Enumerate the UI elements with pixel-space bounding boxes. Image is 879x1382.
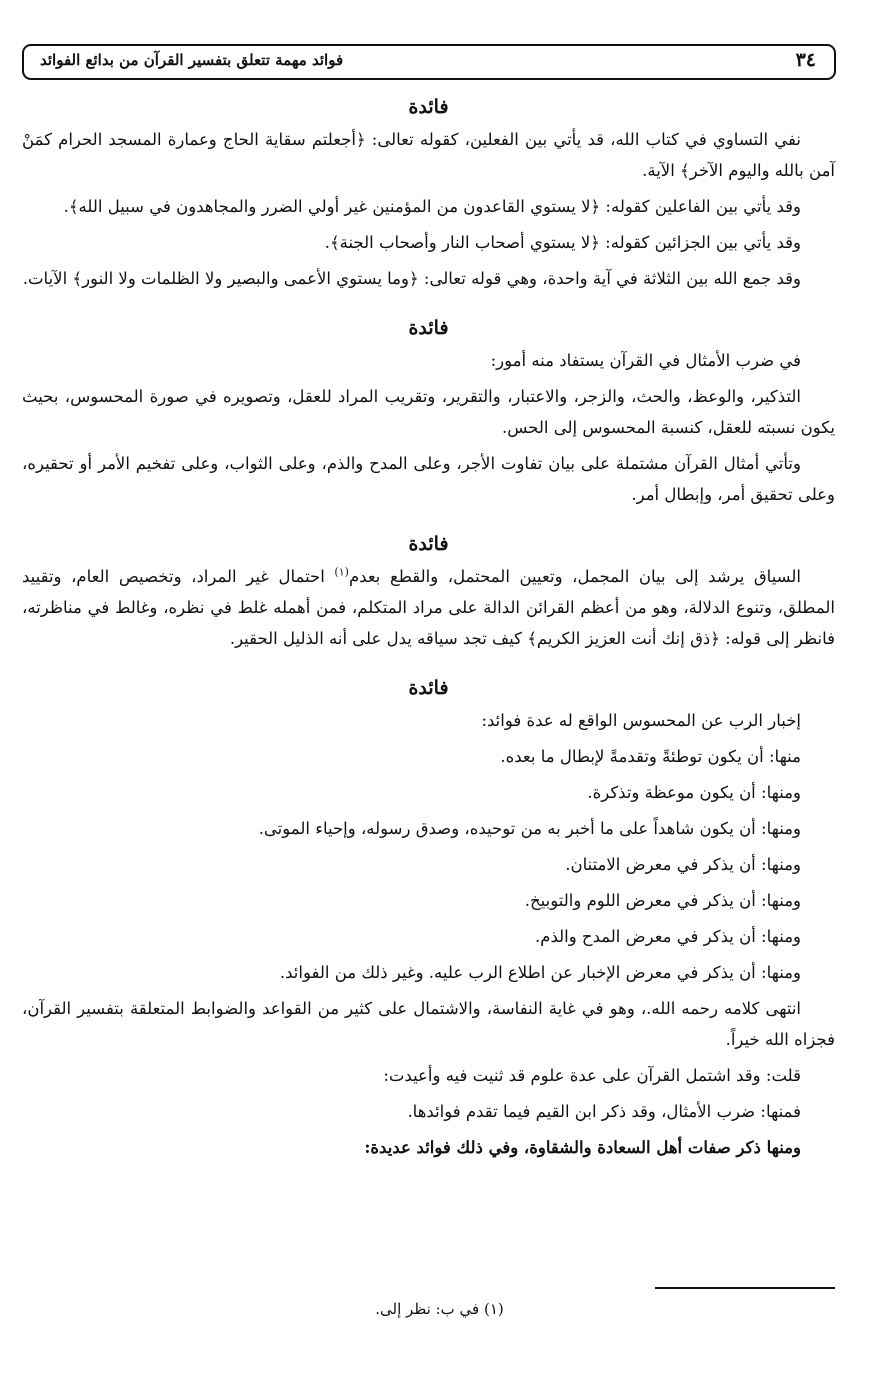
section-heading: فائدة	[408, 96, 449, 118]
paragraph-part: السياق يرشد إلى بيان المجمل، وتعيين المحتمل، والقطع بعدم	[348, 567, 802, 586]
page-number: ٣٤	[795, 49, 816, 71]
paragraph-part: احتمال غير المراد، وتخصيص العام، وتقييد المطلق، وتنوع الدلالة، وهو من أعظم القرائن الدالة على مراد المتكلم، فمن أهمله غلط في نظره، وغالط في مناظرته، فانظر إلى قوله: ﴿ذق إنك أنت العزيز الكريم﴾ كيف تجد سياقه يدل على أنه الذليل الحقير.	[22, 567, 835, 648]
list-item: ومنها: أن يذكر في معرض الامتنان.	[565, 855, 801, 874]
paragraph: وقد جمع الله بين الثلاثة في آية واحدة، وهي قوله تعالى: ﴿وما يستوي الأعمى والبصير ولا الظلمات ولا النور﴾ الآيات.	[22, 269, 801, 288]
list-item: ومنها ذكر صفات أهل السعادة والشقاوة، وفي ذلك فوائد عديدة:	[364, 1138, 801, 1157]
list-item: ومنها: أن يذكر في معرض الإخبار عن اطلاع الرب عليه. وغير ذلك من الفوائد.	[279, 963, 801, 982]
paragraph	[22, 561, 835, 654]
section-3	[22, 527, 835, 654]
list-item: ومنها: أن يذكر في معرض المدح والذم.	[534, 927, 801, 946]
page-body	[22, 90, 835, 1168]
list-item: فمنها: ضرب الأمثال، وقد ذكر ابن القيم فيما تقدم فوائدها.	[407, 1102, 801, 1121]
paragraph: وقد يأتي بين الفاعلين كقوله: ﴿لا يستوي القاعدون من المؤمنين غير أولي الضرر والمجاهدون في سبيل الله﴾.	[63, 197, 801, 216]
list-item: ومنها: أن يكون موعظة وتذكرة.	[587, 783, 801, 802]
section-4	[22, 671, 835, 1163]
running-header	[22, 44, 836, 80]
section-heading: فائدة	[408, 677, 449, 699]
closing-paragraph: انتهى كلامه رحمه الله.، وهو في غاية النفاسة، والاشتمال على كثير من القواعد والضوابط المتعلقة بتفسير القرآن، فجزاه الله خيراً.	[22, 999, 835, 1049]
list-item: ومنها: أن يذكر في معرض اللوم والتوبيخ.	[524, 891, 801, 910]
footnote-marker: (١)	[334, 565, 349, 579]
list-item: منها: أن يكون توطئةً وتقدمةً لإبطال ما بعده.	[500, 747, 801, 766]
section-1	[22, 90, 835, 294]
list-item: ومنها: أن يكون شاهداً على ما أخبر به من توحيده، وصدق رسوله، وإحياء الموتى.	[258, 819, 801, 838]
section-heading: فائدة	[408, 317, 449, 339]
footnote-divider	[655, 1287, 835, 1289]
intro-line: إخبار الرب عن المحسوس الواقع له عدة فوائد:	[481, 711, 801, 730]
paragraph: نفي التساوي في كتاب الله، قد يأتي بين الفعلين، كقوله تعالى: ﴿أجعلتم سقاية الحاج وعمارة المسجد الحرام كمَنْ آمن بالله واليوم الآخر﴾ الآية.	[22, 130, 835, 180]
footnote: (١) في ب: نظر إلى.	[375, 1300, 504, 1318]
list-item: قلت: وقد اشتمل القرآن على عدة علوم قد ثنيت فيه وأعيدت:	[383, 1066, 801, 1085]
running-title: فوائد مهمة تتعلق بتفسير القرآن من بدائع الفوائد	[40, 51, 344, 69]
paragraph: وقد يأتي بين الجزائين كقوله: ﴿لا يستوي أصحاب النار وأصحاب الجنة﴾.	[324, 233, 801, 252]
section-2	[22, 311, 835, 510]
paragraph: في ضرب الأمثال في القرآن يستفاد منه أمور:	[490, 351, 801, 370]
section-heading: فائدة	[408, 533, 449, 555]
paragraph: وتأتي أمثال القرآن مشتملة على بيان تفاوت الأجر، وعلى المدح والذم، وعلى الثواب، وعلى تفخيم الأمر أو تحقيره، وعلى تحقيق أمر، وإبطال أمر.	[22, 454, 835, 504]
paragraph: التذكير، والوعظ، والحث، والزجر، والاعتبار، والتقرير، وتقريب المراد للعقل، وتصويره في صورة المحسوس، بحيث يكون نسبته للعقل، كنسبة المحسوس إلى الحس.	[22, 387, 835, 437]
